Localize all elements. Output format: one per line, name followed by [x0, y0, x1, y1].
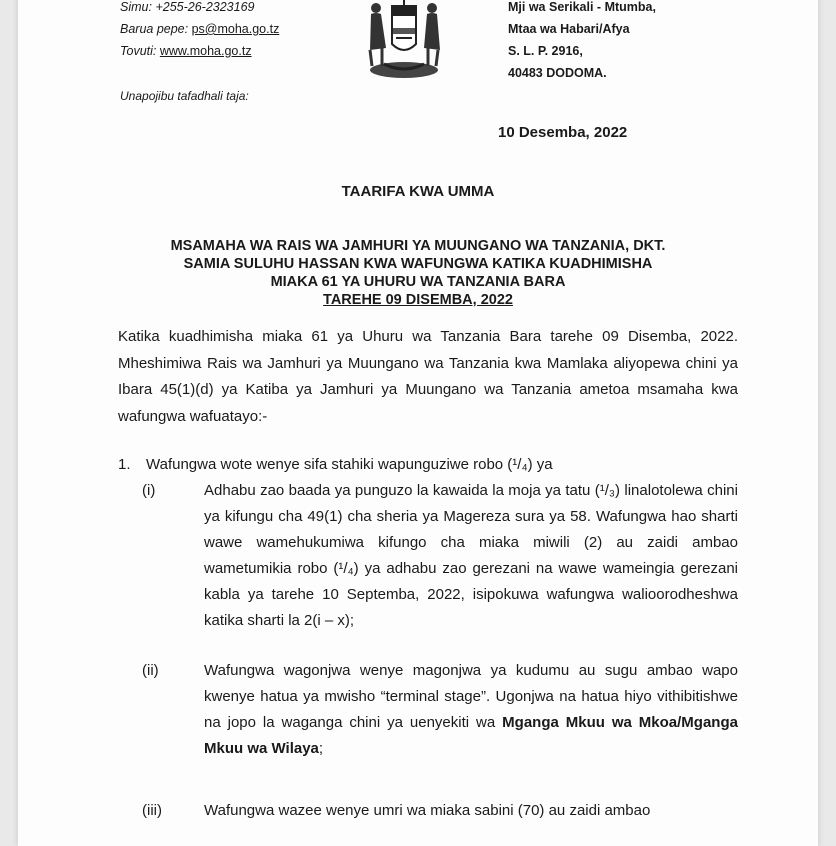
subitem-text: Adhabu zao baada ya punguzo la kawaida la moja ya tatu (¹/₃) linalotolewa chini ya kifungu cha 49(1) cha sheria ya Magereza sura ya 58. Wafungwa hao sharti wawe wamehukumiwa kifungo cha miaka miwili (2) au zaidi ambao wametumikia robo (¹/₄) ya adhabu zao gerezani na wawe wameingia gerezani kabla ya tarehe 10 Septemba, 2022, isipokuwa wafungwa walioorodheshwa katika sharti la 2(i – x);: [204, 482, 738, 629]
address-line-4: 40483 DODOMA.: [508, 66, 607, 80]
document-date: 10 Desemba, 2022: [498, 124, 628, 141]
web-link[interactable]: www.moha.go.tz: [159, 44, 252, 58]
list-item-number: 1.: [118, 456, 131, 473]
subitem-ii: [142, 658, 738, 762]
contact-block: [120, 0, 279, 62]
subitem-numeral: (iii): [142, 802, 162, 819]
list-item-text: Wafungwa wote wenye sifa stahiki wapunguziwe robo (¹/₄) ya: [146, 456, 553, 473]
subitem-text: Wafungwa wazee wenye umri wa miaka sabini (70) au zaidi ambao: [204, 802, 651, 819]
phone-line: [120, 0, 279, 18]
subitem-text-bold: Mganga Mkuu wa Mkoa/Mganga Mkuu wa Wilaya: [204, 714, 738, 757]
email-link[interactable]: ps@moha.go.tz: [191, 22, 280, 36]
heading-line-3: MIAKA 61 YA UHURU WA TANZANIA BARA: [270, 274, 566, 290]
document-page: [18, 0, 818, 846]
email-line: [120, 18, 279, 40]
email-label: Barua pepe:: [120, 22, 189, 36]
reply-note: Unapojibu tafadhali taja:: [120, 89, 249, 103]
subitem-text: [204, 658, 738, 762]
web-label: Tovuti:: [120, 44, 157, 58]
heading-line-1: MSAMAHA WA RAIS WA JAMHURI YA MUUNGANO WA TANZANIA, DKT.: [170, 238, 666, 254]
address-line-1: Mji wa Serikali - Mtumba,: [508, 0, 656, 14]
heading-line-4: TAREHE 09 DISEMBA, 2022: [323, 292, 513, 308]
subitem-text-main: Wafungwa wagonjwa wenye magonjwa ya kudumu au sugu ambao wapo kwenye hatua ya mwisho “terminal stage”. Ugonjwa na hatua hiyo vithibitishwe na jopo la waganga chini ya uenyekiti wa: [204, 662, 738, 731]
document-heading: [18, 237, 818, 309]
document-title: TAARIFA KWA UMMA: [341, 183, 495, 200]
address-line-3: S. L. P. 2916,: [508, 44, 583, 58]
phone-label: Simu:: [120, 0, 152, 14]
intro-paragraph: Katika kuadhimisha miaka 61 ya Uhuru wa Tanzania Bara tarehe 09 Disemba, 2022. Mheshimiwa Rais wa Jamhuri ya Muungano wa Tanzania kwa Mamlaka aliyopewa chini ya Ibara 45(1)(d) ya Katiba ya Jamhuri ya Muungano wa Tanzania ametoa msamaha kwa wafungwa wafuatayo:-: [118, 328, 738, 425]
phone-value: +255-26-2323169: [155, 0, 255, 14]
subitem-numeral: (i): [142, 482, 156, 499]
address-block: [508, 0, 656, 84]
coat-of-arms-icon: [362, 0, 446, 82]
subitem-i: [142, 478, 738, 634]
list-item-1: [118, 456, 553, 473]
subitem-iii: [142, 798, 738, 824]
subitem-numeral: (ii): [142, 662, 159, 679]
heading-line-2: SAMIA SULUHU HASSAN KWA WAFUNGWA KATIKA KUADHIMISHA: [183, 256, 653, 272]
web-line: [120, 40, 279, 62]
address-line-2: Mtaa wa Habari/Afya: [508, 22, 630, 36]
subitem-text-tail: ;: [318, 740, 324, 757]
